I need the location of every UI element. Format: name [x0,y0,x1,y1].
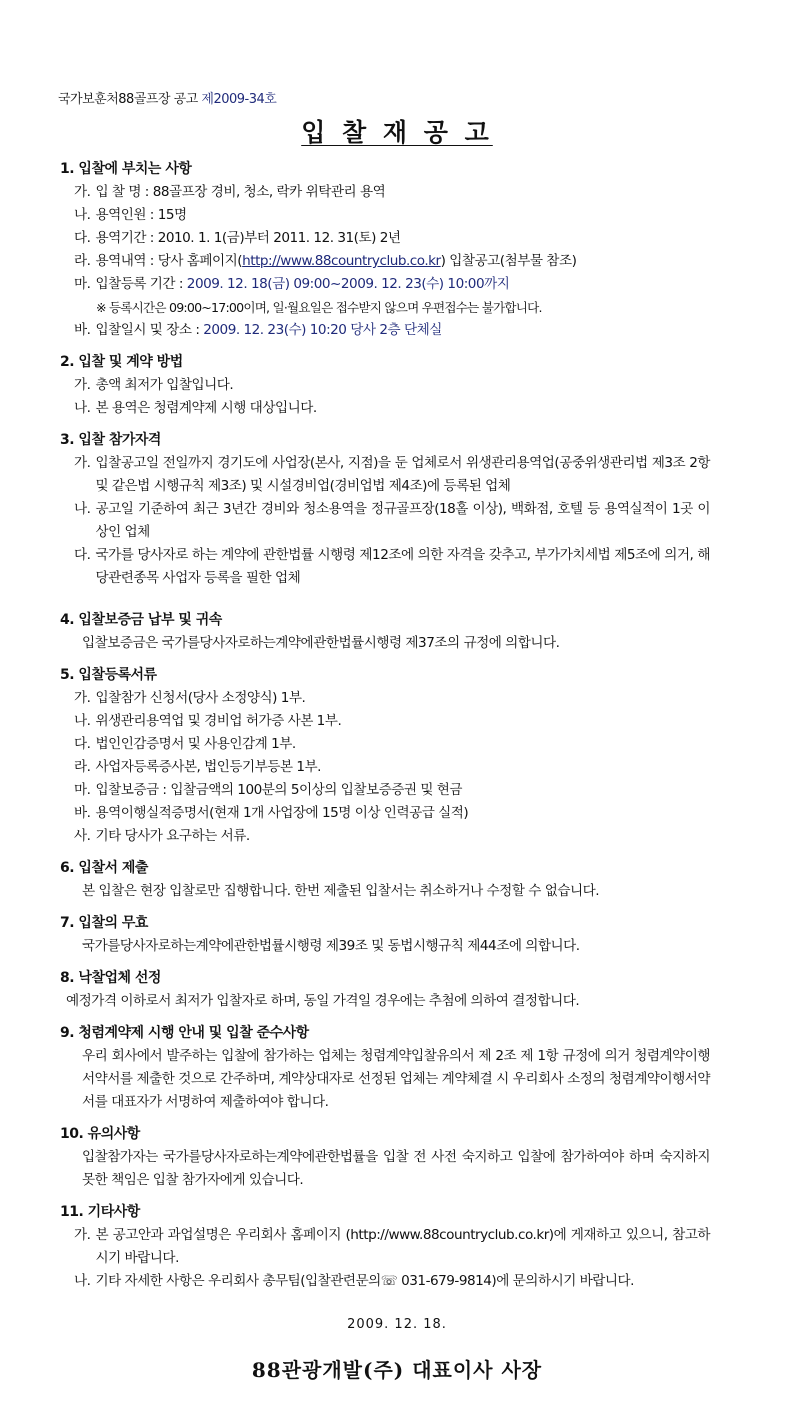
notice-number-line [58,88,276,107]
section-text: 입찰참가자는 국가를당사자로하는계약에관한법률을 입찰 전 사전 숙지하고 입찰에 참가하여야 하며 숙지하지 못한 책임은 입찰 참가자에게 있습니다. [82,1149,710,1188]
item-marker: 나. [74,1273,91,1289]
spacer [60,599,710,609]
item-marker: 다. [74,736,91,752]
section-heading: 6. 입찰서 제출 [60,860,148,876]
list-item [60,250,710,273]
item-marker: 가. [74,690,91,706]
item-text [95,273,710,296]
list-item [60,227,710,250]
item-marker: 바. [74,805,91,821]
item-text: 본 용역은 청렴계약제 시행 대상입니다. [95,400,317,416]
list-item [60,374,710,397]
list-item [60,1224,710,1270]
item-text: 법인인감증명서 및 사용인감계 1부. [95,736,296,752]
list-item [60,452,710,498]
section-text: 본 입찰은 현장 입찰로만 집행합니다. 한번 제출된 입찰서는 취소하거나 수정할 수 없습니다. [82,883,600,899]
section-eligibility [60,429,710,590]
section-text: 예정가격 이하로서 최저가 입찰자로 하며, 동일 가격일 경우에는 추첨에 의하여 결정합니다. [66,993,580,1009]
section-heading: 4. 입찰보증금 납부 및 귀속 [60,612,222,628]
section-bid-method [60,351,710,420]
item-marker: 마. [74,782,91,798]
section-heading: 7. 입찰의 무효 [60,915,148,931]
registration-note: ※ 등록시간은 09:00~17:00이며, 일·월요일은 접수받지 않으며 우편접수는 불가합니다. [96,300,542,315]
item-marker: 다. [74,230,91,246]
section-heading: 3. 입찰 참가자격 [60,432,161,448]
item-marker: 나. [74,713,91,729]
item-text [95,250,710,273]
item-label: 입찰등록 기간 : [95,276,187,292]
list-item [60,397,710,420]
notice-prefix: 국가보훈처88골프장 공고 [58,92,198,107]
item-marker: 가. [74,1227,91,1243]
section-heading: 8. 낙찰업체 선정 [60,970,161,986]
page-title-text: 입 찰 재 공 고 [301,118,493,147]
item-text: 입찰참가 신청서(당사 소정양식) 1부. [95,690,306,706]
page-title [0,113,794,149]
item-marker: 나. [74,400,91,416]
item-text: 본 공고안과 과업설명은 우리회사 홈페이지 (http://www.88countryclub.co.kr)에 게재하고 있으니, 참고하시기 바랍니다. [95,1227,710,1266]
list-item [60,710,710,733]
item-label: 입찰일시 및 장소 : [95,322,204,338]
item-text: 국가를 당사자로 하는 계약에 관한법률 시행령 제12조에 의한 자격을 갖추고, 부가가치세법 제5조에 의거, 해당관련종목 사업자 등록을 필한 업체 [95,547,710,586]
item-text: 입 찰 명 : 88골프장 경비, 청소, 락카 위탁관리 용역 [95,184,386,200]
list-item [60,802,710,825]
item-text-after: ) 입찰공고(첨부물 참조) [440,253,577,269]
list-item [60,1270,710,1293]
item-marker: 다. [74,547,91,563]
item-marker: 나. [74,501,91,517]
item-marker: 가. [74,184,91,200]
list-item [60,181,710,204]
item-marker: 가. [74,455,91,471]
item-text: 위생관리용역업 및 경비업 허가증 사본 1부. [95,713,342,729]
item-text: 공고일 기준하여 최근 3년간 경비와 청소용역을 정규골프장(18홀 이상), 백화점, 호텔 등 용역실적이 1곳 이상인 업체 [95,501,710,540]
notice-body [60,158,710,1302]
item-text: 기타 당사가 요구하는 서류. [95,828,250,844]
section-heading: 2. 입찰 및 계약 방법 [60,354,183,370]
registration-period: 2009. 12. 18(금) 09:00~2009. 12. 23(수) 10:00까지 [186,276,510,292]
item-marker: 나. [74,207,91,223]
item-text-before: 용역내역 : 당사 홈페이지( [95,253,243,269]
list-item [60,687,710,710]
section-bid-bond [60,609,710,655]
section-heading: 10. 유의사항 [60,1126,140,1142]
item-text: 용역기간 : 2010. 1. 1(금)부터 2011. 12. 31(토) 2년 [95,230,401,246]
section-text: 국가를당사자로하는계약에관한법률시행령 제39조 및 동법시행규칙 제44조에 의합니다. [82,938,580,954]
item-marker: 라. [74,759,91,775]
list-item [60,756,710,779]
item-text: 입찰보증금 : 입찰금액의 100분의 5이상의 입찰보증증권 및 현금 [95,782,463,798]
list-item [60,544,710,590]
section-bid-invalidity [60,912,710,958]
section-integrity-contract [60,1022,710,1114]
item-text: 용역인원 : 15명 [95,207,187,223]
section-winner-selection [60,967,710,1013]
list-item [60,204,710,227]
section-bid-submission [60,857,710,903]
item-text: 용역이행실적증명서(현재 1개 사업장에 15명 이상 인력공급 실적) [95,805,469,821]
item-marker: 마. [74,276,91,292]
list-item [60,733,710,756]
notice-date: 2009. 12. 18. [347,1317,447,1332]
section-cautions [60,1123,710,1192]
bid-date-place: 2009. 12. 23(수) 10:20 당사 2층 단체실 [203,322,442,338]
list-item [60,498,710,544]
item-text: 총액 최저가 입찰입니다. [95,377,234,393]
item-text [95,319,710,342]
homepage-link[interactable]: http://www.88countryclub.co.kr [242,253,441,269]
list-item [60,319,710,342]
section-heading: 11. 기타사항 [60,1204,140,1220]
list-item [60,779,710,802]
section-text: 입찰보증금은 국가를당사자로하는계약에관한법률시행령 제37조의 규정에 의합니다. [82,635,560,651]
item-text: 사업자등록증사본, 법인등기부등본 1부. [95,759,321,775]
item-text: 입찰공고일 전일까지 경기도에 사업장(본사, 지점)을 둔 업체로서 위생관리용역업(공중위생관리법 제3조 2항 및 같은법 시행규칙 제3조) 및 시설경비업(경비업법 제4조)에 등록된 업체 [95,455,710,494]
item-marker: 바. [74,322,91,338]
signer: 88관광개발(주) 대표이사 사장 [251,1358,543,1382]
section-other [60,1201,710,1293]
list-item [60,825,710,848]
item-marker: 가. [74,377,91,393]
section-heading: 9. 청렴계약제 시행 안내 및 입찰 준수사항 [60,1025,309,1041]
section-documents [60,664,710,848]
notice-number: 제2009-34호 [201,92,277,107]
item-marker: 라. [74,253,91,269]
item-marker: 사. [74,828,91,844]
section-bid-items [60,158,710,342]
item-text: 기타 자세한 사항은 우리회사 총무팀(입찰관련문의☏ 031-679-9814)에 문의하시기 바랍니다. [95,1273,635,1289]
section-text: 우리 회사에서 발주하는 입찰에 참가하는 업체는 청렴계약입찰유의서 제 2조 제 1항 규정에 의거 청렴계약이행서약서를 제출한 것으로 간주하며, 계약상대자로 선정된 업체는 계약체결 시 우리회사 소정의 청렴계약이행서약서를 대표자가 서명하여 제출하여야 합니다. [82,1048,710,1110]
section-heading: 1. 입찰에 부치는 사항 [60,161,192,177]
section-heading: 5. 입찰등록서류 [60,667,157,683]
list-item [60,273,710,296]
